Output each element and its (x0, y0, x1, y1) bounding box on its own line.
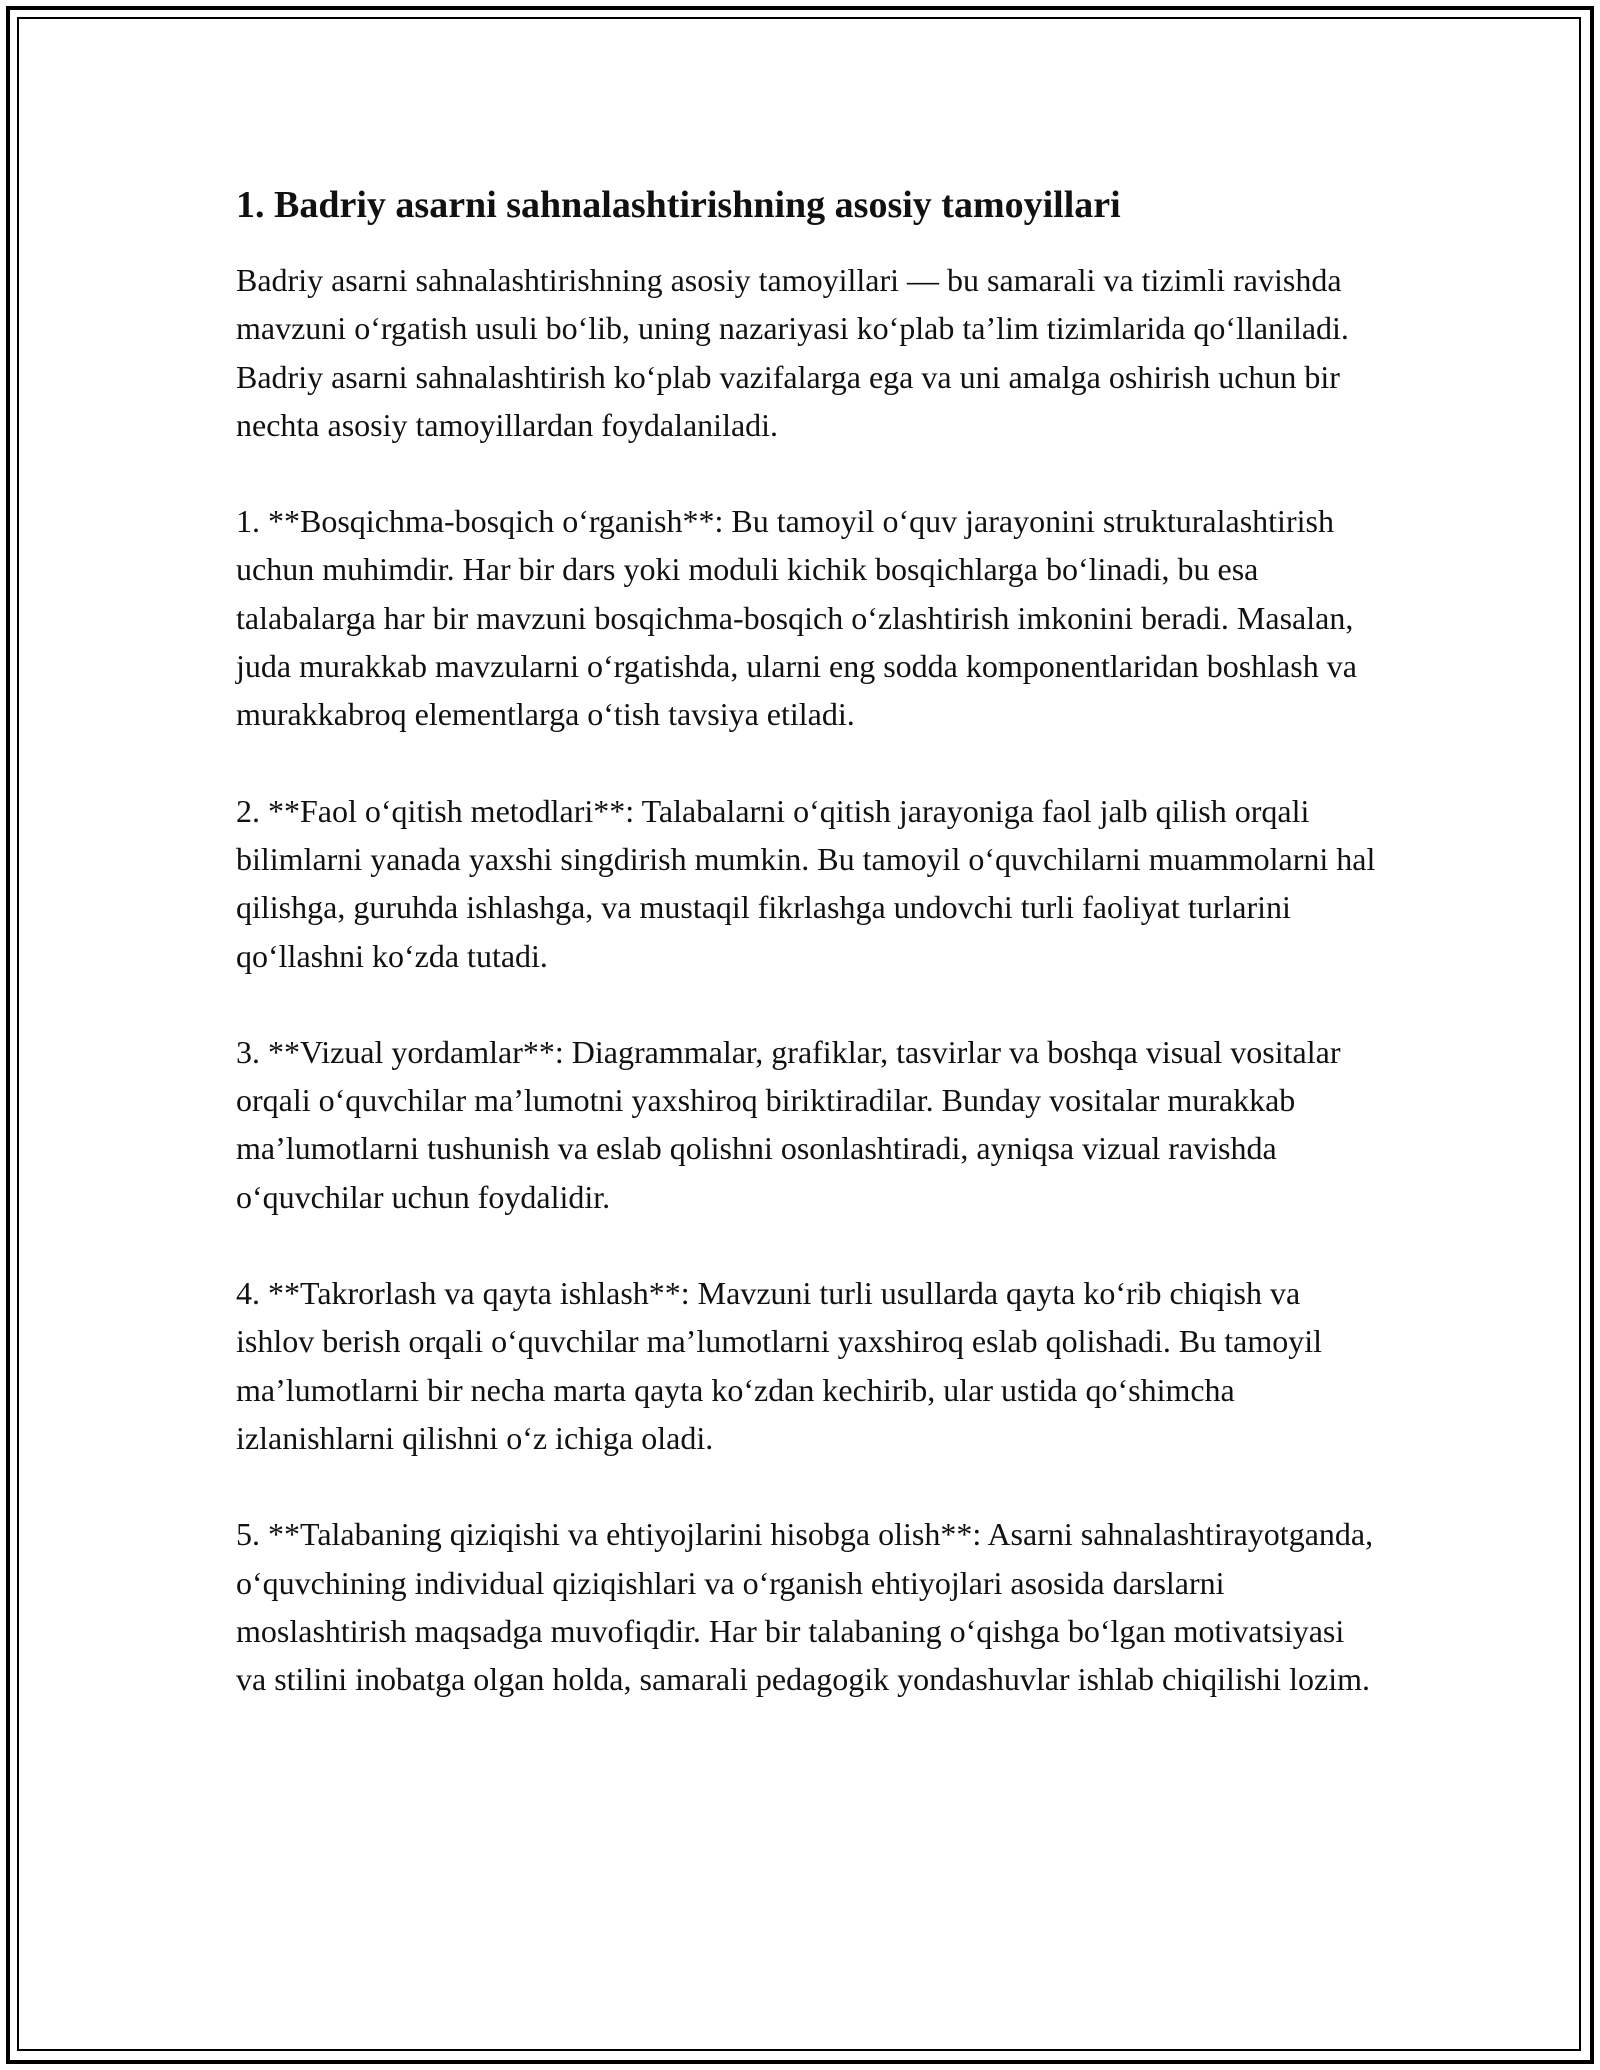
principle-paragraph-4: 4. **Takrorlash va qayta ishlash**: Mavzuni turli usullarda qayta ko‘rib chiqish va ishlov berish orqali o‘quvchilar ma’lumotlarni yaxshiroq eslab qolishadi. Bu tamoyil ma’lumotlarni bir necha marta qayta ko‘zdan kechirib, ular ustida qo‘shimcha izlanishlarni qilishni o‘z ichiga oladi. (236, 1275, 1323, 1456)
document-body (236, 180, 1376, 1751)
principle-paragraph-1: 1. **Bosqichma-bosqich o‘rganish**: Bu tamoyil o‘quv jarayonini strukturalashtirish uchun muhimdir. Har bir dars yoki moduli kichik bosqichlarga bo‘linadi, bu esa talabalarga har bir mavzuni bosqichma-bosqich o‘zlashtirish imkonini beradi. Masalan, juda murakkab mavzularni o‘rgatishda, ularni eng sodda komponentlaridan boshlash va murakkabroq elementlarga o‘tish tavsiya etiladi. (236, 503, 1357, 733)
intro-paragraph: Badriy asarni sahnalashtirishning asosiy tamoyillari — bu samarali va tizimli ravishda mavzuni o‘rgatish usuli bo‘lib, uning nazariyasi ko‘plab ta’lim tizimlarida qo‘llaniladi. Badriy asarni sahnalashtirish ko‘plab vazifalarga ega va uni amalga oshirish uchun bir nechta asosiy tamoyillardan foydalaniladi. (236, 262, 1349, 443)
principle-paragraph-5: 5. **Talabaning qiziqishi va ehtiyojlarini hisobga olish**: Asarni sahnalashtirayotganda, o‘quvchining individual qiziqishlari va o‘rganish ehtiyojlari asosida darslarni moslashtirish maqsadga muvofiqdir. Har bir talabaning o‘qishga bo‘lgan motivatsiyasi va stilini inobatga olgan holda, samarali pedagogik yondashuvlar ishlab chiqilishi lozim. (236, 1516, 1374, 1698)
principle-paragraph-2: 2. **Faol o‘qitish metodlari**: Talabalarni o‘qitish jarayoniga faol jalb qilish orqali bilimlarni yanada yaxshi singdirish mumkin. Bu tamoyil o‘quvchilarni muammolarni hal qilishga, guruhda ishlashga, va mustaqil fikrlashga undovchi turli faoliyat turlarini qo‘llashni ko‘zda tutadi. (236, 792, 1376, 974)
principle-paragraph-3: 3. **Vizual yordamlar**: Diagrammalar, grafiklar, tasvirlar va boshqa visual vositalar orqali o‘quvchilar ma’lumotni yaxshiroq biriktiradilar. Bunday vositalar murakkab ma’lumotlarni tushunish va eslab qolishni osonlashtiradi, ayniqsa vizual ravishda o‘quvchilar uchun foydalidir. (236, 1033, 1341, 1215)
section-heading: 1. Badriy asarni sahnalashtirishning asosiy tamoyillari (236, 184, 1121, 226)
